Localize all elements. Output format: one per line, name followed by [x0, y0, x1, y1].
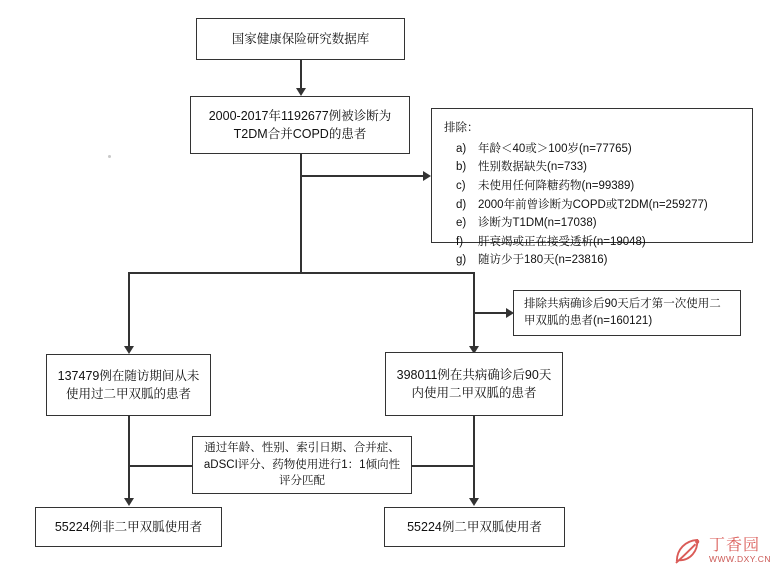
connector-split-bar [128, 272, 474, 274]
exclusion-marker: d) [456, 198, 467, 211]
node-matched-user: 55224例二甲双胍使用者 [384, 507, 565, 547]
exclusion-title: 排除： [444, 122, 479, 134]
exclusion-text: 诊断为T1DM(n=17038) [478, 217, 597, 230]
exclusion-text: 2000年前曾诊断为COPD或T2DM(n=259277) [478, 198, 708, 211]
exclusion-text: 年龄＜40或＞100岁(n=77765) [478, 142, 632, 155]
node-never-metformin-user: 137479例在随访期间从未使用过二甲双胍的患者 [46, 354, 211, 416]
watermark [670, 534, 771, 568]
arrowhead-source-to-cohort [296, 88, 306, 96]
node-metformin-user: 398011例在共病确诊后90天内使用二甲双胍的患者 [385, 352, 563, 416]
exclusion-marker: a) [456, 142, 467, 155]
node-exclusion-criteria [431, 108, 753, 267]
list-item [444, 158, 742, 177]
exclusion-text: 性别数据缺失(n=733) [478, 161, 587, 174]
node-matched-nonuser: 55224例非二甲双胍使用者 [35, 507, 222, 547]
connector-cohort-down [300, 154, 302, 272]
leaf-logo-icon [670, 534, 704, 568]
connector-to-late-exclusion [473, 312, 508, 314]
arrowhead-to-matched-user [469, 498, 479, 506]
connector-source-to-cohort [300, 60, 302, 90]
connector-split-right [473, 272, 475, 348]
arrowhead-to-never-user [124, 346, 134, 354]
arrowhead-to-matched-nonuser [124, 498, 134, 506]
connector-cohort-to-exclusion [300, 175, 425, 177]
node-initial-cohort: 2000-2017年1192677例被诊断为T2DM合并COPD的患者 [190, 96, 410, 154]
list-item [444, 177, 742, 196]
exclusion-marker: g) [456, 254, 467, 267]
watermark-url: WWW.DXY.CN [709, 554, 771, 565]
list-item [444, 214, 742, 233]
decorative-speck [108, 155, 111, 158]
connector-matching-left [128, 465, 192, 467]
node-late-initiation-exclusion: 排除共病确诊后90天后才第一次使用二甲双胍的患者(n=160121) [513, 290, 741, 336]
watermark-texts [709, 538, 771, 565]
exclusion-text: 未使用任何降糖药物(n=99389) [478, 179, 635, 192]
list-item [444, 196, 742, 215]
connector-never-user-down [128, 416, 130, 500]
node-data-source: 国家健康保险研究数据库 [196, 18, 405, 60]
watermark-title: 丁香园 [709, 536, 761, 554]
list-item [444, 251, 742, 270]
exclusion-marker: f) [456, 235, 464, 248]
exclusion-marker: e) [456, 217, 467, 230]
list-item [444, 140, 742, 159]
exclusion-marker: c) [456, 179, 466, 192]
exclusion-text: 随访少于180天(n=23816) [478, 254, 608, 267]
connector-matching-right [412, 465, 473, 467]
node-propensity-score-matching: 通过年龄、性别、索引日期、合并症、aDSCI评分、药物使用进行1：1倾向性评分匹配 [192, 436, 412, 494]
list-item [444, 233, 742, 252]
arrowhead-to-exclusion [423, 171, 431, 181]
connector-ever-user-down [473, 416, 475, 500]
connector-split-left [128, 272, 130, 348]
exclusion-text: 肝衰竭或正在接受透析(n=19048) [478, 235, 646, 248]
exclusion-list [444, 140, 742, 270]
exclusion-marker: b) [456, 161, 467, 174]
